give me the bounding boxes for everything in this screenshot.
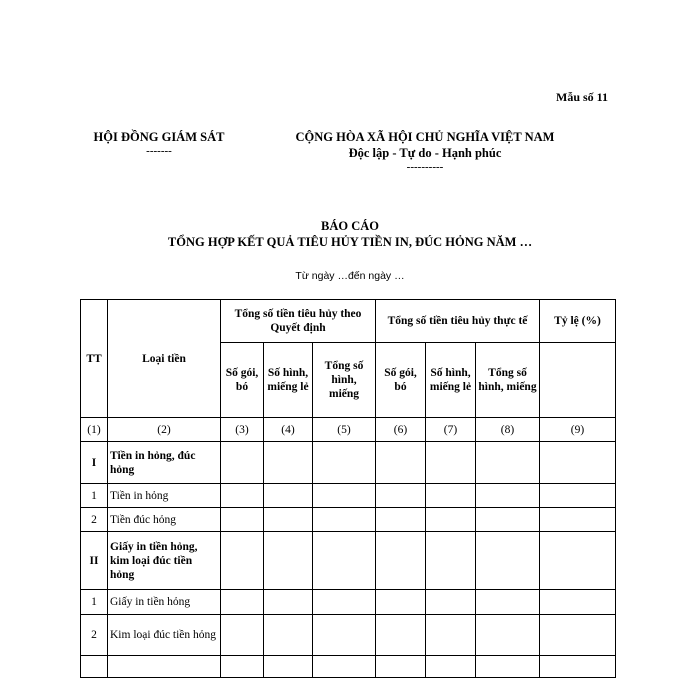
table-cell (264, 508, 313, 532)
col-number: (9) (540, 418, 616, 442)
table-cell (540, 508, 616, 532)
table-cell (313, 508, 376, 532)
table-cell (376, 656, 426, 678)
sub-packs-header-2: Số gói, bó (376, 343, 426, 418)
row-label: Tiền in hỏng (108, 484, 221, 508)
col-number: (6) (376, 418, 426, 442)
table-cell (221, 442, 264, 484)
column-number-row (81, 418, 616, 442)
table-cell (264, 656, 313, 678)
group-actual-header: Tổng số tiền tiêu hủy thực tế (376, 300, 540, 343)
table-cell (540, 442, 616, 484)
col-number: (3) (221, 418, 264, 442)
row-label: Tiền đúc hỏng (108, 508, 221, 532)
sub-total-header: Tổng số hình, miếng (313, 343, 376, 418)
table-cell (221, 615, 264, 656)
row-label: Tiền in hỏng, đúc hỏng (108, 442, 221, 484)
row-label: Giấy in tiền hỏng, kim loại đúc tiền hỏng (108, 532, 221, 590)
table-cell (264, 484, 313, 508)
sub-pieces-header: Số hình, miếng lẻ (264, 343, 313, 418)
table-cell (376, 590, 426, 615)
nation-name: CỘNG HÒA XÃ HỘI CHỦ NGHĨA VIỆT NAM (295, 130, 555, 144)
col-number: (5) (313, 418, 376, 442)
table-cell (476, 590, 540, 615)
row-tt: II (81, 532, 108, 590)
council-header (86, 129, 232, 157)
row-label: Giấy in tiền hỏng (108, 590, 221, 615)
report-period: Từ ngày …đến ngày … (295, 270, 405, 282)
header-row-1 (81, 300, 616, 343)
table-cell (313, 484, 376, 508)
table-cell (313, 615, 376, 656)
table-cell (476, 442, 540, 484)
row-label: Kim loại đúc tiền hỏng (108, 615, 221, 656)
group-decision-header: Tổng số tiền tiêu hủy theo Quyết định (221, 300, 376, 343)
report-table (80, 299, 616, 678)
table-cell (426, 532, 476, 590)
col-tt-header: TT (81, 300, 108, 418)
table-cell (426, 442, 476, 484)
col-number: (2) (108, 418, 221, 442)
table-cell (221, 508, 264, 532)
sub-total-header-2: Tổng số hình, miếng (476, 343, 540, 418)
table-row (81, 484, 616, 508)
col-number: (1) (81, 418, 108, 442)
nation-header (270, 129, 580, 173)
council-name: HỘI ĐỒNG GIÁM SÁT (93, 130, 225, 144)
col-number: (8) (476, 418, 540, 442)
table-cell (376, 532, 426, 590)
table-cell (221, 656, 264, 678)
col-number: (4) (264, 418, 313, 442)
table-cell (264, 442, 313, 484)
table-cell (221, 532, 264, 590)
table-cell (540, 590, 616, 615)
table-cell (313, 442, 376, 484)
ratio-subheader-cell (540, 343, 616, 418)
table-cell (313, 590, 376, 615)
col-number: (7) (426, 418, 476, 442)
table-cell (540, 656, 616, 678)
table-cell (426, 656, 476, 678)
table-cell (540, 532, 616, 590)
table-row (81, 532, 616, 590)
table-cell (221, 484, 264, 508)
council-divider: ------- (146, 145, 172, 157)
table-row-empty (81, 656, 616, 678)
table-cell (313, 532, 376, 590)
col-type-header: Loại tiền (108, 300, 221, 418)
table-cell (376, 484, 426, 508)
table-row (81, 442, 616, 484)
row-tt: 2 (81, 508, 108, 532)
table-row (81, 508, 616, 532)
table-cell (264, 532, 313, 590)
table-row (81, 615, 616, 656)
table-cell (476, 484, 540, 508)
row-tt: 1 (81, 484, 108, 508)
table-cell (264, 615, 313, 656)
table-cell (476, 615, 540, 656)
table-cell (376, 508, 426, 532)
sub-packs-header: Số gói, bó (221, 343, 264, 418)
table-cell (540, 484, 616, 508)
row-tt: 2 (81, 615, 108, 656)
motto: Độc lập - Tự do - Hạnh phúc (348, 146, 502, 160)
table-cell (426, 615, 476, 656)
row-tt: 1 (81, 590, 108, 615)
sub-pieces-header-2: Số hình, miếng lẻ (426, 343, 476, 418)
row-tt: I (81, 442, 108, 484)
motto-divider: ---------- (406, 161, 444, 173)
table-cell (476, 532, 540, 590)
col-ratio-header: Tỷ lệ (%) (540, 300, 616, 343)
table-cell (108, 656, 221, 678)
table-cell (426, 484, 476, 508)
table-cell (426, 590, 476, 615)
report-title (100, 218, 600, 250)
table-cell (376, 615, 426, 656)
table-cell (476, 656, 540, 678)
table-cell (313, 656, 376, 678)
form-number: Mẫu số 11 (556, 90, 609, 104)
table-row (81, 590, 616, 615)
table-cell (426, 508, 476, 532)
table-cell (476, 508, 540, 532)
table-cell (221, 590, 264, 615)
report-title-line1: BÁO CÁO (321, 219, 379, 233)
table-cell (540, 615, 616, 656)
table-cell (376, 442, 426, 484)
table-cell (264, 590, 313, 615)
table-cell (81, 656, 108, 678)
report-title-line2: TỔNG HỢP KẾT QUẢ TIÊU HỦY TIỀN IN, ĐÚC HỎNG NĂM … (167, 235, 533, 249)
